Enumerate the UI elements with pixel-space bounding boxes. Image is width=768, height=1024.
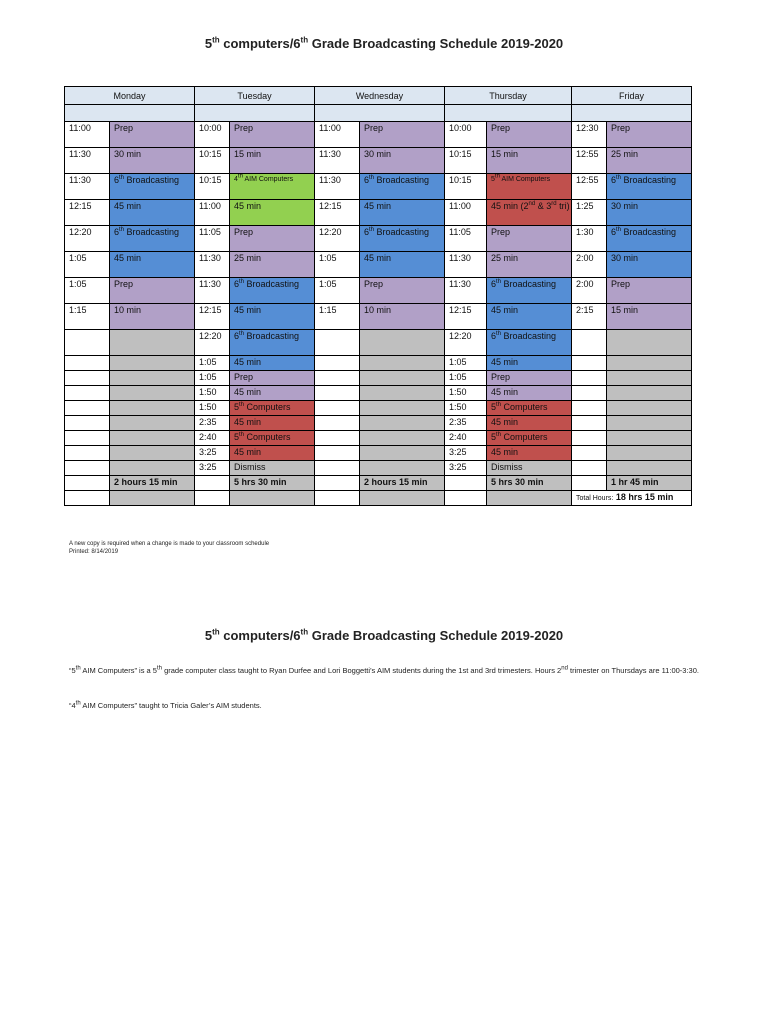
- activity-cell-tuesday: Prep: [230, 371, 315, 386]
- activity-cell-thursday: 5th AIM Computers: [487, 174, 572, 200]
- activity-cell-tuesday: Prep: [230, 122, 315, 148]
- time-cell-friday: [572, 446, 607, 461]
- total-tuesday: 5 hrs 30 min: [230, 476, 315, 491]
- time-cell-thursday: 3:25: [445, 461, 487, 476]
- time-cell-monday: [65, 356, 110, 371]
- day-header-wednesday: Wednesday: [315, 87, 445, 105]
- time-cell-monday: [65, 371, 110, 386]
- time-cell-thursday: 12:15: [445, 304, 487, 330]
- schedule-row: [65, 356, 692, 371]
- activity-cell-thursday: 15 min: [487, 148, 572, 174]
- time-cell-tuesday: 10:00: [195, 122, 230, 148]
- time-cell-thursday: 1:05: [445, 371, 487, 386]
- day-header-row: [65, 87, 692, 105]
- activity-cell-thursday: Prep: [487, 122, 572, 148]
- activity-cell-wednesday: 45 min: [360, 252, 445, 278]
- aim-4th-description: “4th AIM Computers” taught to Tricia Galer’s AIM students.: [69, 700, 262, 710]
- schedule-row: [65, 200, 692, 226]
- time-cell-tuesday: 3:25: [195, 446, 230, 461]
- time-cell-wednesday: [315, 431, 360, 446]
- day-header-monday: Monday: [65, 87, 195, 105]
- time-cell-thursday: 11:05: [445, 226, 487, 252]
- activity-cell-tuesday: 45 min: [230, 304, 315, 330]
- time-cell-thursday: 10:15: [445, 174, 487, 200]
- time-cell-tuesday: 2:40: [195, 431, 230, 446]
- schedule-row: [65, 330, 692, 356]
- time-cell-friday: 2:00: [572, 252, 607, 278]
- time-cell-friday: [572, 371, 607, 386]
- activity-cell-tuesday: 6th Broadcasting: [230, 278, 315, 304]
- time-cell-thursday: 11:30: [445, 278, 487, 304]
- activity-cell-thursday: 6th Broadcasting: [487, 330, 572, 356]
- time-cell-monday: [65, 446, 110, 461]
- activity-cell-monday: [110, 371, 195, 386]
- time-cell-tuesday: 11:30: [195, 278, 230, 304]
- activity-cell-monday: 45 min: [110, 200, 195, 226]
- total-friday: 1 hr 45 min: [607, 476, 692, 491]
- time-cell-thursday: 12:20: [445, 330, 487, 356]
- activity-cell-thursday: Prep: [487, 226, 572, 252]
- time-cell-thursday: 2:40: [445, 431, 487, 446]
- activity-cell-friday: Prep: [607, 122, 692, 148]
- time-cell-wednesday: 12:20: [315, 226, 360, 252]
- activity-cell-thursday: 45 min: [487, 416, 572, 431]
- time-cell-wednesday: [315, 461, 360, 476]
- time-cell-monday: 12:20: [65, 226, 110, 252]
- time-cell-wednesday: [315, 371, 360, 386]
- total-hours: [572, 491, 692, 506]
- activity-cell-wednesday: [360, 416, 445, 431]
- time-cell-monday: 11:30: [65, 174, 110, 200]
- time-cell-thursday: 10:15: [445, 148, 487, 174]
- activity-cell-tuesday: 45 min: [230, 200, 315, 226]
- activity-cell-tuesday: 45 min: [230, 356, 315, 371]
- change-note: A new copy is required when a change is made to your classroom schedule: [69, 541, 270, 547]
- time-cell-tuesday: 11:00: [195, 200, 230, 226]
- printed-date: Printed: 8/14/2019: [69, 549, 119, 555]
- time-cell-wednesday: 1:05: [315, 252, 360, 278]
- time-cell-wednesday: 11:30: [315, 174, 360, 200]
- time-cell-tuesday: 11:05: [195, 226, 230, 252]
- schedule-row: [65, 446, 692, 461]
- time-cell-tuesday: 10:15: [195, 148, 230, 174]
- schedule-row: [65, 226, 692, 252]
- activity-cell-wednesday: [360, 356, 445, 371]
- activity-cell-friday: Prep: [607, 278, 692, 304]
- activity-cell-wednesday: [360, 431, 445, 446]
- activity-cell-friday: [607, 416, 692, 431]
- time-cell-monday: 11:30: [65, 148, 110, 174]
- page-title-2: 5th computers/6th Grade Broadcasting Schedule 2019-2020: [204, 627, 564, 643]
- activity-cell-thursday: Dismiss: [487, 461, 572, 476]
- activity-cell-tuesday: 5th Computers: [230, 401, 315, 416]
- total-thursday: 5 hrs 30 min: [487, 476, 572, 491]
- activity-cell-monday: [110, 401, 195, 416]
- day-header-thursday: Thursday: [445, 87, 572, 105]
- time-cell-thursday: 1:05: [445, 356, 487, 371]
- day-header-tuesday: Tuesday: [195, 87, 315, 105]
- activity-cell-tuesday: 5th Computers: [230, 431, 315, 446]
- activity-cell-monday: 30 min: [110, 148, 195, 174]
- time-cell-wednesday: [315, 416, 360, 431]
- time-cell-friday: [572, 461, 607, 476]
- time-cell-thursday: 1:50: [445, 401, 487, 416]
- time-cell-tuesday: 2:35: [195, 416, 230, 431]
- activity-cell-monday: [110, 446, 195, 461]
- time-cell-monday: [65, 330, 110, 356]
- activity-cell-friday: [607, 446, 692, 461]
- schedule-row: [65, 122, 692, 148]
- activity-cell-monday: Prep: [110, 278, 195, 304]
- total-hours-row: [65, 491, 692, 506]
- activity-cell-friday: [607, 386, 692, 401]
- time-cell-monday: [65, 401, 110, 416]
- time-cell-monday: [65, 416, 110, 431]
- time-cell-monday: [65, 386, 110, 401]
- time-cell-tuesday: 1:05: [195, 356, 230, 371]
- header-spacer-row: [65, 105, 692, 122]
- time-cell-friday: 2:15: [572, 304, 607, 330]
- time-cell-monday: 1:05: [65, 252, 110, 278]
- time-cell-tuesday: 1:05: [195, 371, 230, 386]
- activity-cell-tuesday: 45 min: [230, 446, 315, 461]
- schedule-row: [65, 148, 692, 174]
- activity-cell-tuesday: 25 min: [230, 252, 315, 278]
- activity-cell-tuesday: 45 min: [230, 416, 315, 431]
- time-cell-monday: [65, 461, 110, 476]
- time-cell-thursday: 10:00: [445, 122, 487, 148]
- schedule-table: [64, 86, 692, 506]
- activity-cell-wednesday: [360, 386, 445, 401]
- schedule-row: [65, 386, 692, 401]
- activity-cell-friday: 6th Broadcasting: [607, 226, 692, 252]
- activity-cell-friday: 30 min: [607, 252, 692, 278]
- time-cell-tuesday: 12:20: [195, 330, 230, 356]
- activity-cell-friday: 15 min: [607, 304, 692, 330]
- activity-cell-wednesday: 6th Broadcasting: [360, 174, 445, 200]
- activity-cell-monday: Prep: [110, 122, 195, 148]
- activity-cell-wednesday: 30 min: [360, 148, 445, 174]
- time-cell-tuesday: 11:30: [195, 252, 230, 278]
- time-cell-thursday: 1:50: [445, 386, 487, 401]
- activity-cell-thursday: 6th Broadcasting: [487, 278, 572, 304]
- activity-cell-friday: [607, 330, 692, 356]
- activity-cell-tuesday: 15 min: [230, 148, 315, 174]
- time-cell-friday: [572, 386, 607, 401]
- time-cell-wednesday: 11:00: [315, 122, 360, 148]
- activity-cell-friday: 6th Broadcasting: [607, 174, 692, 200]
- time-cell-monday: 11:00: [65, 122, 110, 148]
- schedule-row: [65, 278, 692, 304]
- time-cell-tuesday: 1:50: [195, 401, 230, 416]
- time-cell-friday: 1:25: [572, 200, 607, 226]
- activity-cell-thursday: 45 min: [487, 304, 572, 330]
- totals-row: [65, 476, 692, 491]
- time-cell-tuesday: 3:25: [195, 461, 230, 476]
- activity-cell-wednesday: [360, 371, 445, 386]
- schedule-row: [65, 431, 692, 446]
- time-cell-wednesday: [315, 330, 360, 356]
- activity-cell-thursday: 25 min: [487, 252, 572, 278]
- activity-cell-monday: 6th Broadcasting: [110, 174, 195, 200]
- time-cell-wednesday: [315, 356, 360, 371]
- activity-cell-tuesday: 45 min: [230, 386, 315, 401]
- total-hours-value: 18 hrs 15 min: [615, 492, 674, 502]
- activity-cell-friday: [607, 356, 692, 371]
- time-cell-friday: [572, 401, 607, 416]
- time-cell-tuesday: 12:15: [195, 304, 230, 330]
- activity-cell-monday: [110, 386, 195, 401]
- time-cell-monday: [65, 431, 110, 446]
- activity-cell-thursday: 45 min: [487, 356, 572, 371]
- activity-cell-monday: 6th Broadcasting: [110, 226, 195, 252]
- activity-cell-wednesday: 6th Broadcasting: [360, 226, 445, 252]
- time-cell-friday: 12:30: [572, 122, 607, 148]
- time-cell-thursday: 3:25: [445, 446, 487, 461]
- activity-cell-wednesday: [360, 401, 445, 416]
- activity-cell-monday: 45 min: [110, 252, 195, 278]
- schedule-row: [65, 416, 692, 431]
- activity-cell-wednesday: Prep: [360, 278, 445, 304]
- aim-5th-description: “5th AIM Computers” is a 5th grade computer class taught to Ryan Durfee and Lori Boggetti’s AIM students during the 1st and 3rd trimesters. Hours 2nd trimester on Thursdays are 11:00-3:30.: [69, 665, 699, 675]
- activity-cell-friday: 30 min: [607, 200, 692, 226]
- activity-cell-wednesday: 10 min: [360, 304, 445, 330]
- schedule-row: [65, 461, 692, 476]
- schedule-row: [65, 174, 692, 200]
- time-cell-tuesday: 1:50: [195, 386, 230, 401]
- activity-cell-wednesday: 45 min: [360, 200, 445, 226]
- activity-cell-friday: [607, 401, 692, 416]
- time-cell-friday: 1:30: [572, 226, 607, 252]
- activity-cell-thursday: 45 min (2nd & 3rd tri): [487, 200, 572, 226]
- time-cell-wednesday: 11:30: [315, 148, 360, 174]
- total-monday: 2 hours 15 min: [110, 476, 195, 491]
- day-header-friday: Friday: [572, 87, 692, 105]
- activity-cell-friday: 25 min: [607, 148, 692, 174]
- activity-cell-wednesday: [360, 330, 445, 356]
- time-cell-thursday: 11:30: [445, 252, 487, 278]
- activity-cell-thursday: Prep: [487, 371, 572, 386]
- total-wednesday: 2 hours 15 min: [360, 476, 445, 491]
- activity-cell-tuesday: 4th AIM Computers: [230, 174, 315, 200]
- time-cell-wednesday: [315, 446, 360, 461]
- time-cell-friday: [572, 330, 607, 356]
- activity-cell-thursday: 5th Computers: [487, 431, 572, 446]
- time-cell-tuesday: 10:15: [195, 174, 230, 200]
- time-cell-friday: [572, 431, 607, 446]
- activity-cell-monday: [110, 330, 195, 356]
- time-cell-friday: 12:55: [572, 148, 607, 174]
- time-cell-wednesday: 12:15: [315, 200, 360, 226]
- schedule-row: [65, 252, 692, 278]
- time-cell-thursday: 2:35: [445, 416, 487, 431]
- time-cell-friday: 2:00: [572, 278, 607, 304]
- schedule-body: [65, 122, 692, 476]
- time-cell-wednesday: 1:15: [315, 304, 360, 330]
- schedule-row: [65, 371, 692, 386]
- time-cell-wednesday: [315, 386, 360, 401]
- time-cell-monday: 12:15: [65, 200, 110, 226]
- activity-cell-thursday: 45 min: [487, 386, 572, 401]
- activity-cell-monday: [110, 431, 195, 446]
- activity-cell-tuesday: Dismiss: [230, 461, 315, 476]
- activity-cell-thursday: 5th Computers: [487, 401, 572, 416]
- activity-cell-monday: [110, 461, 195, 476]
- schedule-row: [65, 304, 692, 330]
- time-cell-monday: 1:05: [65, 278, 110, 304]
- activity-cell-friday: [607, 461, 692, 476]
- activity-cell-wednesday: Prep: [360, 122, 445, 148]
- activity-cell-friday: [607, 371, 692, 386]
- activity-cell-thursday: 45 min: [487, 446, 572, 461]
- activity-cell-monday: [110, 356, 195, 371]
- total-hours-label: Total Hours:: [576, 495, 614, 502]
- time-cell-wednesday: 1:05: [315, 278, 360, 304]
- schedule-row: [65, 401, 692, 416]
- page-title: 5th computers/6th Grade Broadcasting Schedule 2019-2020: [204, 35, 564, 51]
- time-cell-monday: 1:15: [65, 304, 110, 330]
- activity-cell-monday: 10 min: [110, 304, 195, 330]
- time-cell-friday: [572, 416, 607, 431]
- activity-cell-friday: [607, 431, 692, 446]
- activity-cell-wednesday: [360, 461, 445, 476]
- activity-cell-wednesday: [360, 446, 445, 461]
- time-cell-friday: [572, 356, 607, 371]
- time-cell-wednesday: [315, 401, 360, 416]
- time-cell-friday: 12:55: [572, 174, 607, 200]
- activity-cell-tuesday: 6th Broadcasting: [230, 330, 315, 356]
- activity-cell-monday: [110, 416, 195, 431]
- activity-cell-tuesday: Prep: [230, 226, 315, 252]
- time-cell-thursday: 11:00: [445, 200, 487, 226]
